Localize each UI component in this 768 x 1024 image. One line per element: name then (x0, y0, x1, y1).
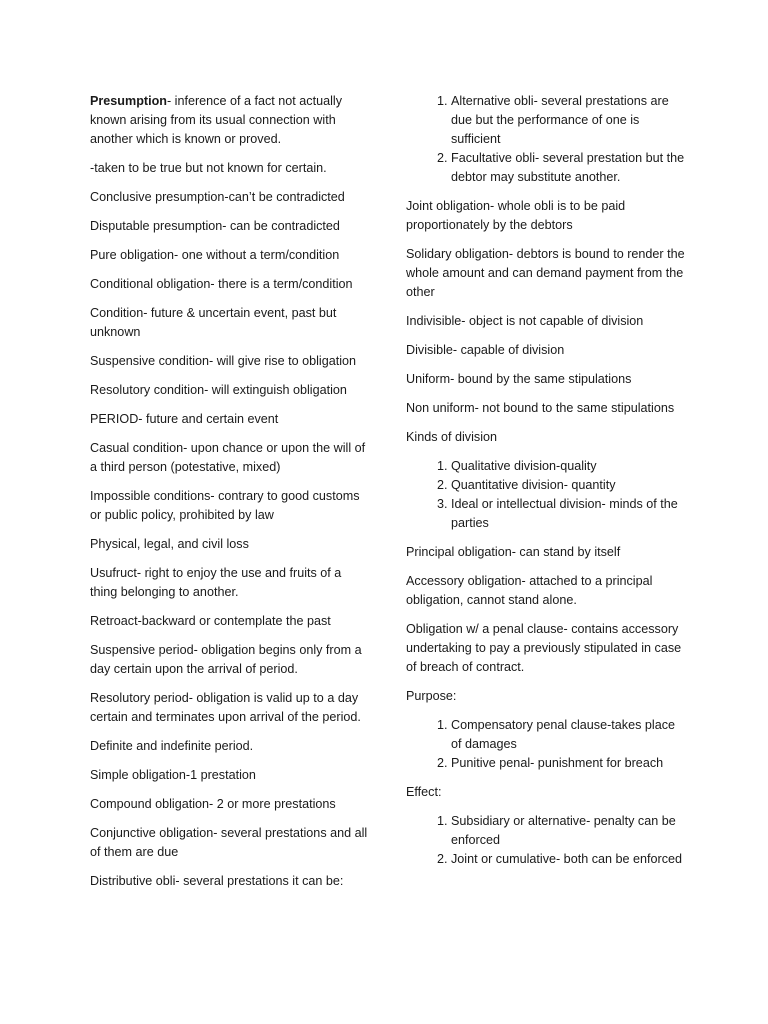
paragraph (90, 487, 370, 525)
right-column (406, 92, 686, 879)
numbered-list (406, 457, 686, 533)
paragraph (90, 159, 370, 178)
paragraph (406, 428, 686, 447)
paragraph-text: Casual condition- upon chance or upon the will of a third person (potestative, mixed) (90, 441, 366, 474)
paragraph-text: Obligation w/ a penal clause- contains accessory undertaking to pay a previously stipulated in case of breach of contract. (406, 622, 682, 674)
paragraph-text: Suspensive period- obligation begins only from a day certain upon the arrival of period. (90, 643, 362, 676)
paragraph (90, 217, 370, 236)
paragraph-text: Suspensive condition- will give rise to obligation (90, 354, 357, 368)
paragraph (406, 620, 686, 677)
list-item: 1. Qualitative division-quality (451, 457, 686, 476)
paragraph-text: Conjunctive obligation- several prestations and all of them are due (90, 826, 368, 859)
paragraph (406, 543, 686, 562)
paragraph-text: Purpose: (406, 689, 457, 703)
list-item: 1. Alternative obli- several prestations are due but the performance of one is sufficient (451, 92, 686, 149)
paragraph-text: Definite and indefinite period. (90, 739, 254, 753)
list-item: 2. Punitive penal- punishment for breach (451, 754, 686, 773)
paragraph-text: Accessory obligation- attached to a principal obligation, cannot stand alone. (406, 574, 653, 607)
paragraph (90, 689, 370, 727)
paragraph (90, 612, 370, 631)
paragraph-text: Non uniform- not bound to the same stipulations (406, 401, 675, 415)
paragraph-text: Compound obligation- 2 or more prestations (90, 797, 336, 811)
paragraph-text: Usufruct- right to enjoy the use and fruits of a thing belonging to another. (90, 566, 342, 599)
paragraph-text: Conclusive presumption-can’t be contradicted (90, 190, 345, 204)
paragraph-text: Physical, legal, and civil loss (90, 537, 249, 551)
paragraph-text: Effect: (406, 785, 442, 799)
list-item: 1. Compensatory penal clause-takes place of damages (451, 716, 686, 754)
paragraph-text: Pure obligation- one without a term/condition (90, 248, 340, 262)
paragraph (90, 795, 370, 814)
paragraph-text: Principal obligation- can stand by itself (406, 545, 621, 559)
paragraph (90, 737, 370, 756)
paragraph (406, 341, 686, 360)
paragraph-text: Divisible- capable of division (406, 343, 565, 357)
paragraph-text: Simple obligation-1 prestation (90, 768, 256, 782)
paragraph-text: - inference of a fact not actually known arising from its usual connection with another which is known or proved. (90, 94, 342, 146)
paragraph (90, 872, 370, 891)
numbered-list (406, 716, 686, 773)
list-item: 2. Quantitative division- quantity (451, 476, 686, 495)
paragraph (90, 564, 370, 602)
term-label: Presumption (90, 94, 167, 108)
paragraph-text: Condition- future & uncertain event, past but unknown (90, 306, 337, 339)
paragraph (90, 381, 370, 400)
list-item: 2. Joint or cumulative- both can be enforced (451, 850, 686, 869)
paragraph (90, 641, 370, 679)
paragraph (90, 410, 370, 429)
paragraph (406, 572, 686, 610)
paragraph-text: Disputable presumption- can be contradicted (90, 219, 340, 233)
list-item: 2. Facultative obli- several prestation but the debtor may substitute another. (451, 149, 686, 187)
paragraph-text: Impossible conditions- contrary to good customs or public policy, prohibited by law (90, 489, 360, 522)
paragraph (90, 824, 370, 862)
paragraph-text: -taken to be true but not known for certain. (90, 161, 327, 175)
paragraph-text: Resolutory period- obligation is valid up to a day certain and terminates upon arrival of the period. (90, 691, 361, 724)
numbered-list (406, 92, 686, 187)
paragraph-text: Resolutory condition- will extinguish obligation (90, 383, 347, 397)
paragraph (90, 275, 370, 294)
paragraph (406, 245, 686, 302)
paragraph (406, 399, 686, 418)
numbered-list (406, 812, 686, 869)
paragraph (90, 246, 370, 265)
paragraph (406, 312, 686, 331)
paragraph (90, 352, 370, 371)
paragraph-text: Retroact-backward or contemplate the past (90, 614, 331, 628)
paragraph (90, 766, 370, 785)
paragraph (406, 687, 686, 706)
left-column (90, 92, 370, 901)
paragraph-text: Conditional obligation- there is a term/condition (90, 277, 353, 291)
list-item: 1. Subsidiary or alternative- penalty can be enforced (451, 812, 686, 850)
paragraph-text: Solidary obligation- debtors is bound to render the whole amount and can demand payment from the other (406, 247, 685, 299)
paragraph (90, 304, 370, 342)
paragraph (90, 439, 370, 477)
paragraph-text: Joint obligation- whole obli is to be paid proportionately by the debtors (406, 199, 626, 232)
paragraph-text: Kinds of division (406, 430, 498, 444)
list-item: 3. Ideal or intellectual division- minds of the parties (451, 495, 686, 533)
paragraph (406, 783, 686, 802)
paragraph (90, 188, 370, 207)
paragraph (90, 92, 370, 149)
paragraph-text: PERIOD- future and certain event (90, 412, 279, 426)
paragraph (406, 370, 686, 389)
paragraph-text: Indivisible- object is not capable of division (406, 314, 644, 328)
paragraph-text: Uniform- bound by the same stipulations (406, 372, 632, 386)
paragraph-text: Distributive obli- several prestations it can be: (90, 874, 344, 888)
paragraph (406, 197, 686, 235)
paragraph (90, 535, 370, 554)
